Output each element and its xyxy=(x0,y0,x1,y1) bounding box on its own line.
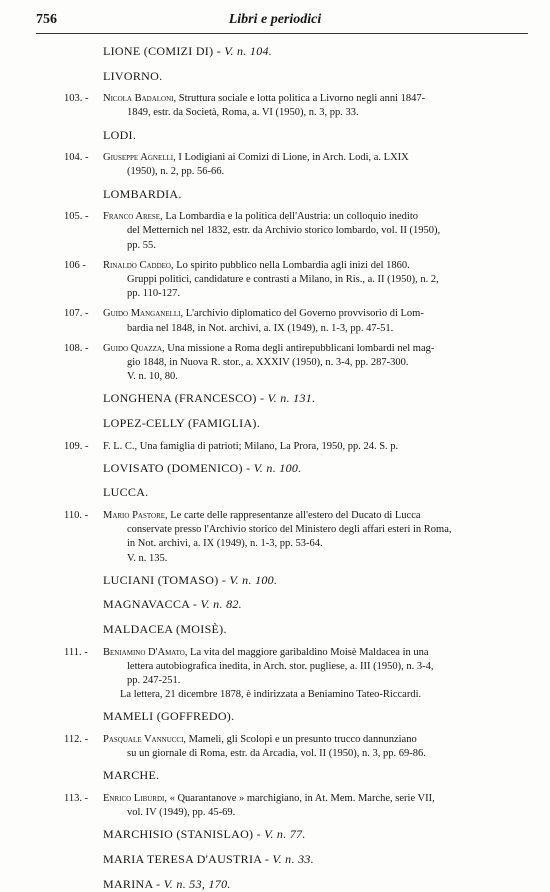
entry-line xyxy=(127,553,167,564)
heading-name: LIONE (COMIZI DI) - xyxy=(103,44,222,58)
index-heading xyxy=(103,416,260,431)
entry-text: conservate presso l'Archivio storico del Ministero degli affari esteri in Roma, xyxy=(127,524,452,536)
entry-text: del Metternich nel 1832, estr. da Archivio storico lombardo, vol. II (1950), xyxy=(127,225,441,237)
heading-name: LOPEZ-CELLY (FAMIGLIA). xyxy=(103,416,261,430)
entry-text: su un giornale di Roma, estr. da Arcadia, vol. II (1950), n. 3, pp. 69-86. xyxy=(127,748,426,760)
heading-name: LUCCA. xyxy=(103,485,149,500)
entry-line xyxy=(103,308,424,319)
entry-text: bardia nel 1848, in Not. archivi, a. IX (1949), n. 1-3, pp. 47-51. xyxy=(127,322,394,334)
entry-number: 108. - xyxy=(64,342,89,354)
entry-text: (1950), n. 2, pp. 56-66. xyxy=(127,166,225,178)
entry-number: 109. - xyxy=(64,440,89,452)
heading-name: LOVISATO (DOMENICO) - xyxy=(103,460,251,475)
entry-author: Mario Pastore xyxy=(103,510,166,521)
index-heading xyxy=(103,485,148,500)
entry-text: , Struttura sociale e lotta politica a Livorno negli anni 1847- xyxy=(173,93,426,105)
index-heading xyxy=(103,128,136,143)
entry-text: , Le carte delle rappresentanze all'estero del Ducato di Lucca xyxy=(165,510,421,521)
index-heading xyxy=(103,391,315,406)
index-heading xyxy=(103,827,306,842)
heading-name: LOMBARDIA. xyxy=(103,186,182,201)
index-heading xyxy=(103,573,277,588)
entry-number: 110. - xyxy=(64,510,89,521)
index-heading xyxy=(103,597,242,612)
heading-name: MAMELI (GOFFREDO). xyxy=(103,709,235,724)
entry-text: F. L. C., Una famiglia di patrioti; Milano, La Prora, 1950, pp. 24. S. p. xyxy=(103,440,399,452)
index-heading xyxy=(103,461,302,476)
entry-text: V. n. 10, 80. xyxy=(127,371,178,383)
entry-text: , La Lombardia e la politica dell'Austria: un colloquio inedito xyxy=(160,211,418,223)
entry-line xyxy=(127,661,433,672)
entry-number: 112. - xyxy=(64,734,89,745)
entry-line xyxy=(103,260,410,271)
entry-text: lettera autobiografica inedita, in Arch. stor. pugliese, a. III (1950), n. 3-4, xyxy=(127,660,434,672)
entry-text: pp. 55. xyxy=(127,239,156,251)
cross-reference: V. n. 33. xyxy=(272,852,314,866)
entry-text: gio 1848, in Nuova R. stor., a. XXXIV (1950), n. 3-4, pp. 287-300. xyxy=(127,357,409,368)
cross-reference: V. n. 53, 170. xyxy=(163,876,231,891)
entry-line xyxy=(127,675,180,686)
entry-author: Giuseppe Agnelli xyxy=(103,152,174,164)
index-heading xyxy=(103,622,227,637)
heading-name: MARIA TERESA D'AUSTRIA - xyxy=(103,852,270,866)
entry-text: , I Lodigiani ai Comizi di Lione, in Arch. Lodi, a. LXIX xyxy=(173,152,409,164)
entry-number: 103. - xyxy=(64,93,89,105)
index-heading xyxy=(103,852,314,867)
entry-author: Franco Arese xyxy=(103,211,161,223)
entry-line xyxy=(103,510,421,521)
entry-line xyxy=(103,441,398,452)
index-heading xyxy=(103,44,272,59)
entry-text: , « Quarantanove » marchigiano, in At. Mem. Marche, serie VII, xyxy=(164,793,435,804)
index-heading xyxy=(103,768,159,783)
running-title: Libri e periodici xyxy=(228,12,322,27)
heading-name: MARCHE. xyxy=(103,768,160,783)
entry-line xyxy=(127,323,393,334)
entry-line xyxy=(127,225,440,236)
index-heading xyxy=(103,709,234,724)
entry-line xyxy=(127,371,178,382)
entry-line xyxy=(127,538,323,549)
header-rule xyxy=(36,33,528,34)
entry-text: , Lo spirito pubblico nella Lombardia agli inizi del 1860. xyxy=(170,259,410,271)
entry-text: pp. 110-127. xyxy=(127,288,180,300)
entry-text: , Una missione a Roma degli antirepubblicani lombardi nel mag- xyxy=(162,342,435,354)
entry-number: 111. - xyxy=(64,646,88,658)
cross-reference: V. n. 100. xyxy=(229,572,278,587)
entry-author: Beniamino D'Amato xyxy=(103,646,185,658)
entry-author: Rinaldo Caddeo xyxy=(103,259,171,271)
entry-line xyxy=(127,288,180,299)
entry-author: Guido Manganelli xyxy=(103,308,181,320)
entry-text: , L'archivio diplomatico del Governo provvisorio di Lom- xyxy=(180,308,424,320)
entry-line xyxy=(127,357,409,368)
cross-reference: V. n. 100. xyxy=(253,460,302,475)
entry-text: , Mameli, gli Scolopi e un presunto trucco dannunziano xyxy=(183,734,417,745)
entry-line xyxy=(127,524,452,535)
entry-line xyxy=(127,166,224,177)
heading-name: LONGHENA (FRANCESCO) - xyxy=(103,391,265,406)
entry-number: 105. - xyxy=(64,211,89,223)
page-number: 756 xyxy=(36,12,57,27)
heading-name: MALDACEA (MOISÈ). xyxy=(103,622,227,636)
heading-name: MAGNAVACCA - xyxy=(103,597,198,612)
heading-name: LUCIANI (TOMASO) - xyxy=(103,572,227,587)
entry-line xyxy=(127,807,235,818)
index-heading xyxy=(103,877,231,892)
entry-text: in Not. archivi, a. IX (1949), n. 1-3, pp. 53-64. xyxy=(127,538,323,550)
page-header xyxy=(0,0,550,38)
entry-line xyxy=(127,748,426,759)
cross-reference: V. n. 77. xyxy=(264,827,306,842)
heading-name: MARCHISIO (STANISLAO) - xyxy=(103,827,261,842)
entry-text: 1849, estr. da Società, Roma, a. VI (1950), n. 3, pp. 33. xyxy=(127,107,359,119)
entry-line xyxy=(127,274,439,285)
entry-line xyxy=(103,343,434,354)
entry-number: 104. - xyxy=(64,152,89,164)
cross-reference: V. n. 82. xyxy=(200,597,242,612)
entry-author: Pasquale Vannucci xyxy=(103,734,184,745)
entry-line xyxy=(103,734,417,745)
entry-number: 107. - xyxy=(64,308,89,320)
entry-text: La lettera, 21 dicembre 1878, è indirizzata a Beniamino Tateo-Riccardi. xyxy=(120,689,422,701)
entry-text: vol. IV (1949), pp. 45-69. xyxy=(127,807,236,819)
entry-author: Enrico Liburdi xyxy=(103,793,165,804)
entry-line xyxy=(103,647,429,658)
entry-line xyxy=(103,93,425,104)
entry-line xyxy=(127,240,156,251)
heading-name: LIVORNO. xyxy=(103,68,163,83)
entry-text: V. n. 135. xyxy=(127,552,168,564)
entry-text: , La vita del maggiore garibaldino Moisè Maldacea in una xyxy=(184,646,429,658)
entry-line xyxy=(127,107,359,118)
entry-line xyxy=(103,793,435,804)
entry-author: Nicola Badaloni xyxy=(103,93,174,105)
index-heading xyxy=(103,187,182,202)
cross-reference: V. n. 131. xyxy=(267,391,316,406)
heading-name: LODI. xyxy=(103,127,137,142)
heading-name: MARINA - xyxy=(103,876,161,891)
index-heading xyxy=(103,69,162,84)
entry-number: 106 - xyxy=(64,259,86,271)
entry-line xyxy=(103,211,418,222)
cross-reference: V. n. 104. xyxy=(224,44,273,58)
entry-text: Gruppi politici, candidature e contrasti a Milano, in Ris., a. II (1950), n. 2, xyxy=(127,274,439,285)
entry-author: Guido Quazza xyxy=(103,342,163,354)
entry-note xyxy=(120,689,421,700)
entry-number: 113. - xyxy=(64,793,89,804)
entry-line xyxy=(103,152,409,163)
entry-text: pp. 247-251. xyxy=(127,675,181,686)
